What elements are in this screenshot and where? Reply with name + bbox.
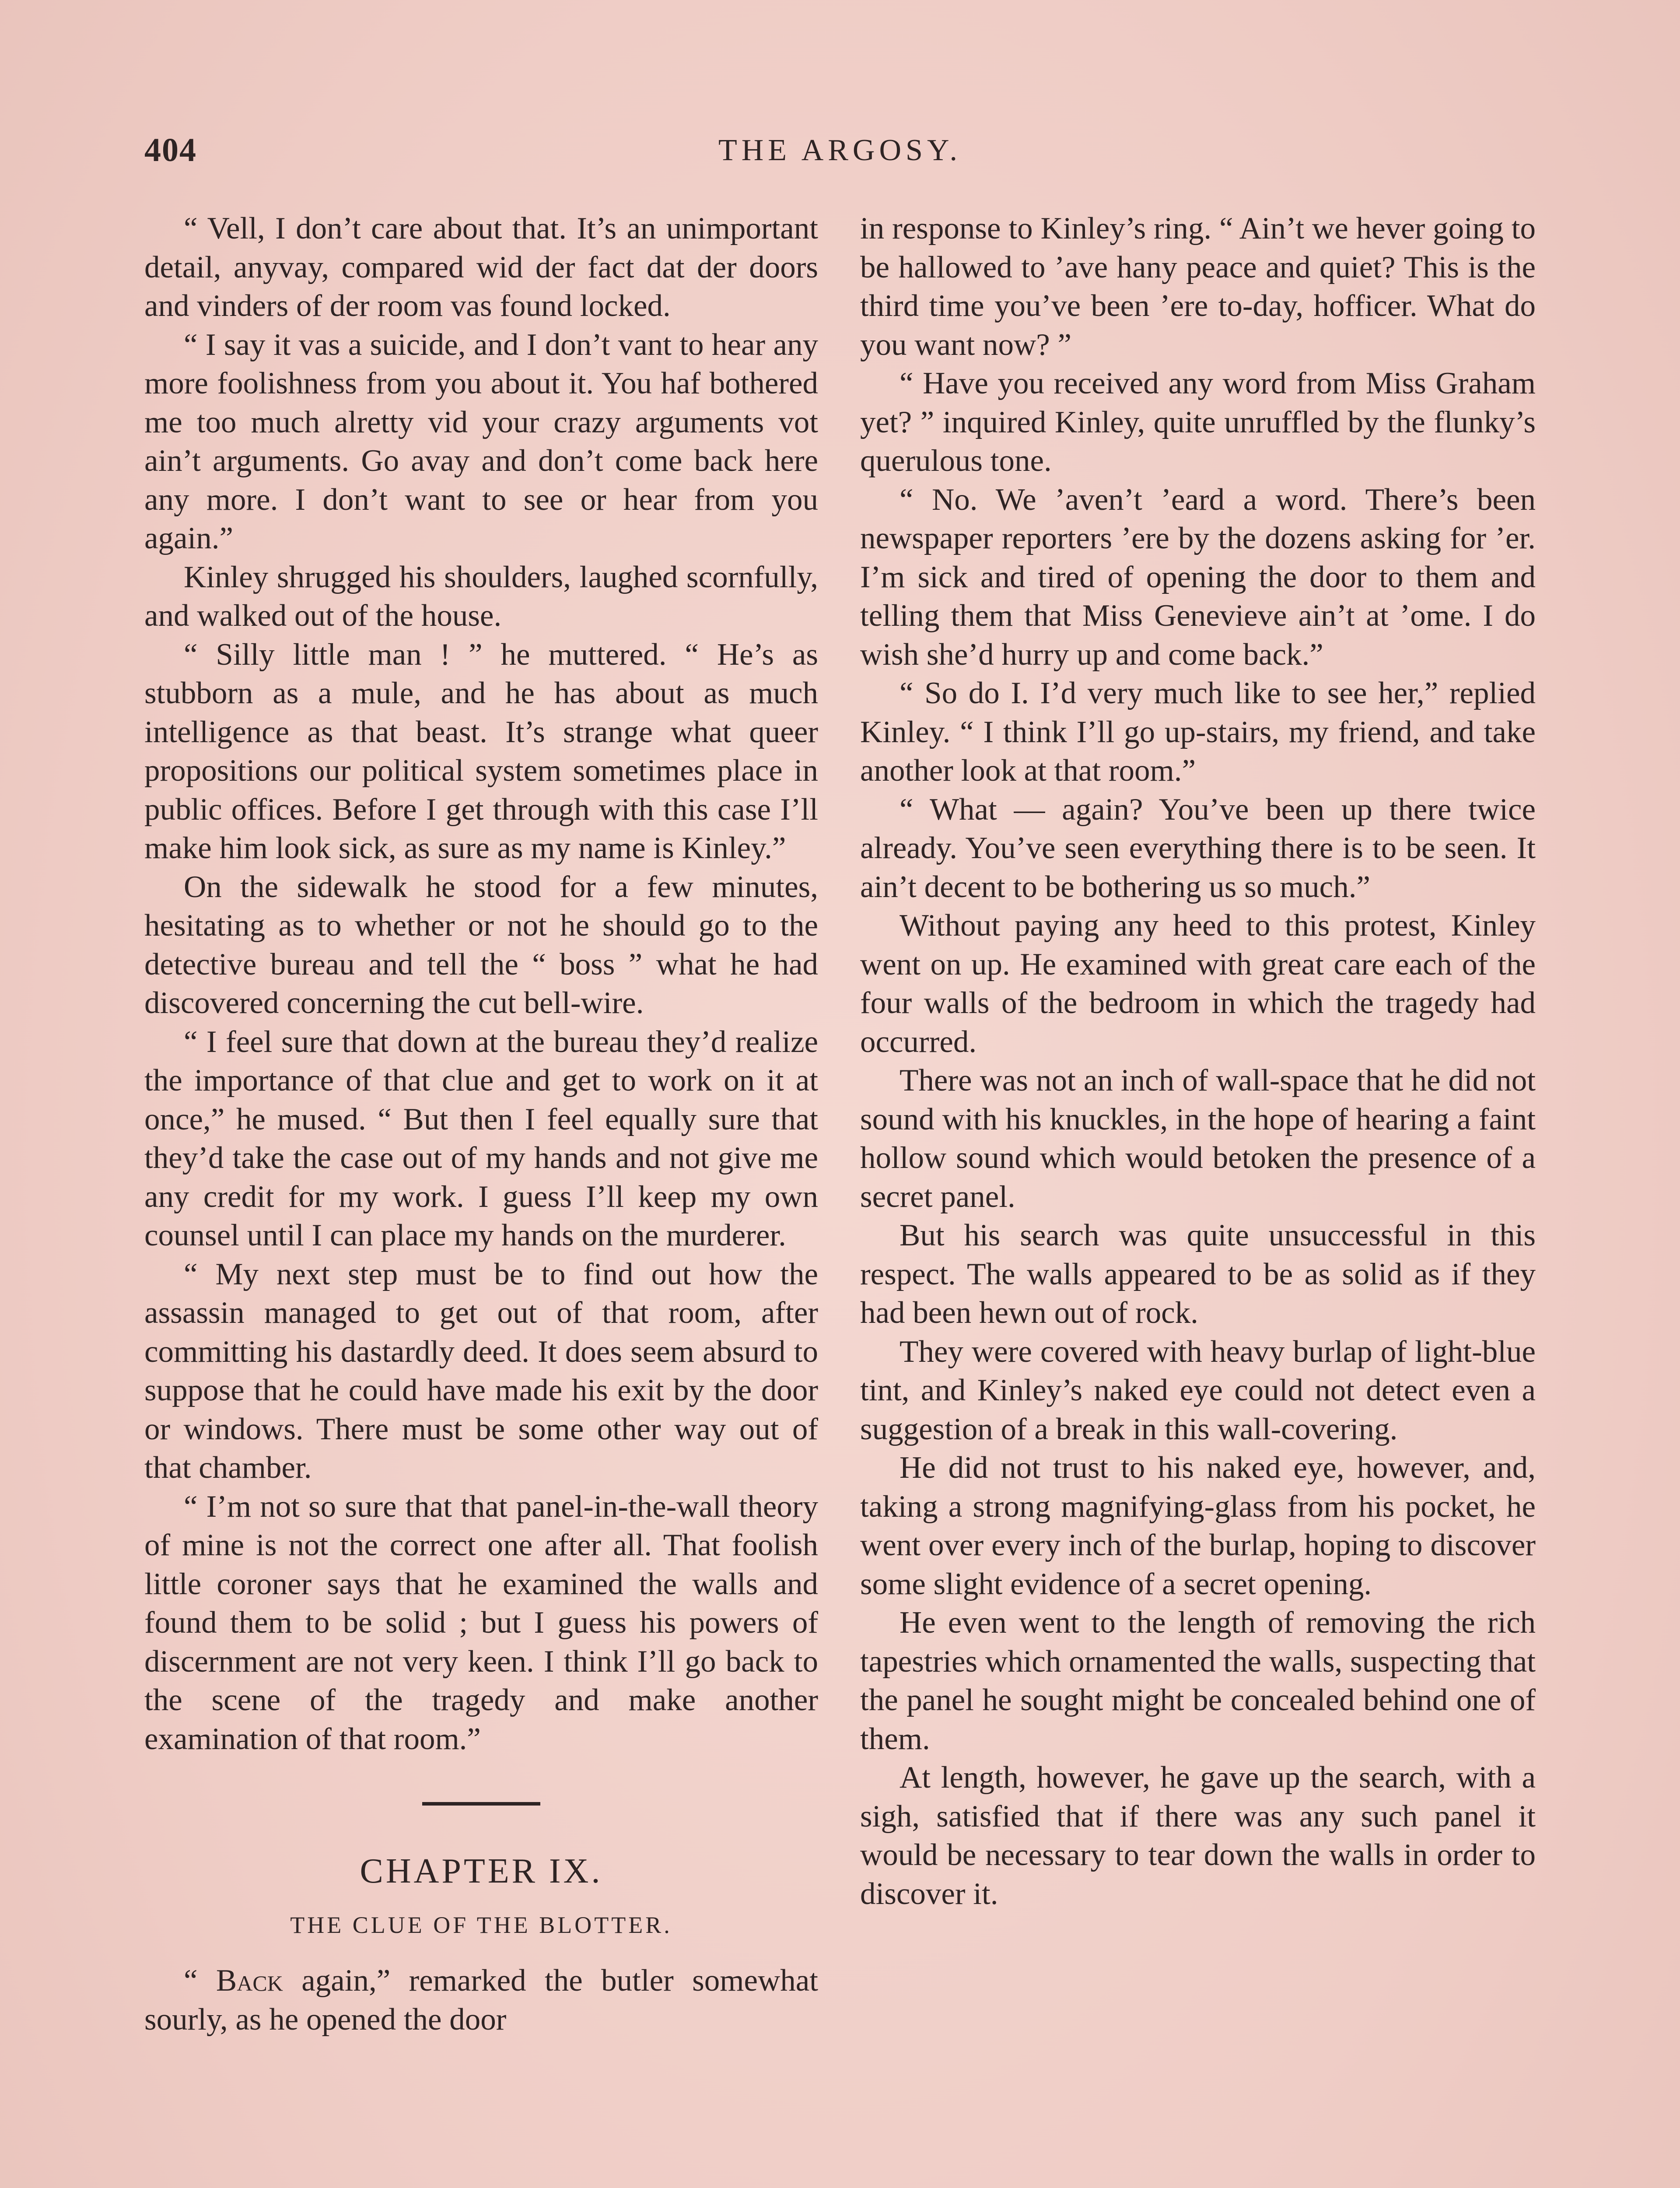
chapter-title: CHAPTER IX. (360, 1852, 603, 1890)
paragraph: There was not an inch of wall-space that he did not sound with his knuckles, in the hope of hearing a faint hollow sound which would betoken the presence of a secret panel. (860, 1063, 1536, 1214)
page-header (144, 131, 1536, 184)
opening-word: “ Back (184, 1964, 283, 1998)
paragraph: He even went to the length of removing the rich tapestries which ornamented the walls, suspecting that the panel he sought might be concealed behind one of them. (860, 1606, 1536, 1756)
paragraph: “ Silly little man ! ” he muttered. “ He’s as stubborn as a mule, and he has about as much intelligence as that beast. It’s strange what queer propositions our political system sometimes place in public offices. Before I get through with this case I’ll make him look sick, as sure as my name is Kinley.” (144, 637, 818, 865)
paragraph: Without paying any heed to this protest, Kinley went on up. He examined with great care each of the four walls of the bedroom in which the tragedy had occurred. (860, 908, 1536, 1059)
opening-text: again,” remarked the butler somewhat sourly, as he opened the door (144, 1964, 818, 2037)
paragraph: They were covered with heavy burlap of light-blue tint, and Kinley’s naked eye could not detect even a suggestion of a break in this wall-covering. (860, 1334, 1536, 1446)
paragraph: “ No. We ’aven’t ’eard a word. There’s been newspaper reporters ’ere by the dozens asking for ’er. I’m sick and tired of opening the door to them and telling them that Miss Genevieve ain’t at ’ome. I do wish she’d hurry up and come back.” (860, 482, 1536, 672)
paragraph: in response to Kinley’s ring. “ Ain’t we hever going to be hallowed to ’ave hany peace and quiet? This is the third time you’ve been ’ere to-day, hofficer. What do you want now? ” (860, 211, 1536, 362)
paragraph: “ Have you received any word from Miss Graham yet? ” inquired Kinley, quite unruffled by the flunky’s querulous tone. (860, 366, 1536, 478)
right-column (860, 209, 1536, 1913)
paragraph: On the sidewalk he stood for a few minutes, hesitating as to whether or not he should go to the detective bureau and tell the “ boss ” what he had discovered concerning the cut bell-wire. (144, 870, 818, 1020)
paragraph: He did not trust to his naked eye, however, and, taking a strong magnifying-glass from his pocket, he went over every inch of the burlap, hoping to discover some slight evidence of a secret opening. (860, 1451, 1536, 1601)
paragraph: But his search was quite unsuccessful in this respect. The walls appeared to be as solid as if they had been hewn out of rock. (860, 1218, 1536, 1330)
page-number: 404 (144, 132, 197, 168)
paragraph: “ I say it vas a suicide, and I don’t vant to hear any more foolishness from you about it. You haf bothered me too much alretty vid your crazy arguments vot ain’t arguments. Go avay and don’t come back here any more. I don’t want to see or hear from you again.” (144, 327, 818, 555)
paragraph: “ So do I. I’d very much like to see her,” replied Kinley. “ I think I’ll go up-stairs, my friend, and take another look at that room.” (860, 676, 1536, 788)
left-column (144, 209, 818, 2039)
paragraph: At length, however, he gave up the search, with a sigh, satisfied that if there was any such panel it would be necessary to tear down the walls in order to discover it. (860, 1760, 1536, 1911)
chapter-opening-paragraph (144, 1961, 818, 2039)
section-divider (422, 1802, 540, 1806)
paragraph: “ My next step must be to find out how the assassin managed to get out of that room, after committing his dastardly deed. It does seem absurd to suppose that he could have made his exit by the door or windows. There must be some other way out of that chamber. (144, 1257, 818, 1485)
paragraph: “ Vell, I don’t care about that. It’s an unimportant detail, anyvay, compared wid der fact dat der doors and vinders of der room vas found locked. (144, 211, 818, 323)
chapter-subtitle: THE CLUE OF THE BLOTTER. (290, 1912, 672, 1938)
paragraph: “ What — again? You’ve been up there twice already. You’ve seen everything there is to be seen. It ain’t decent to be bothering us so much.” (860, 792, 1536, 904)
running-title: THE ARGOSY. (718, 133, 962, 167)
paragraph: “ I’m not so sure that that panel-in-the-wall theory of mine is not the correct one after all. That foolish little coroner says that he examined the walls and found them to be solid ; but I guess his powers of discernment are not very keen. I think I’ll go back to the scene of the tragedy and make another examination of that room.” (144, 1489, 818, 1756)
paragraph: “ I feel sure that down at the bureau they’d realize the importance of that clue and get to work on it at once,” he mused. “ But then I feel equally sure that they’d take the case out of my hands and not give me any credit for my work. I guess I’ll keep my own counsel until I can place my hands on the murderer. (144, 1024, 818, 1252)
paragraph: Kinley shrugged his shoulders, laughed scornfully, and walked out of the house. (144, 560, 818, 633)
